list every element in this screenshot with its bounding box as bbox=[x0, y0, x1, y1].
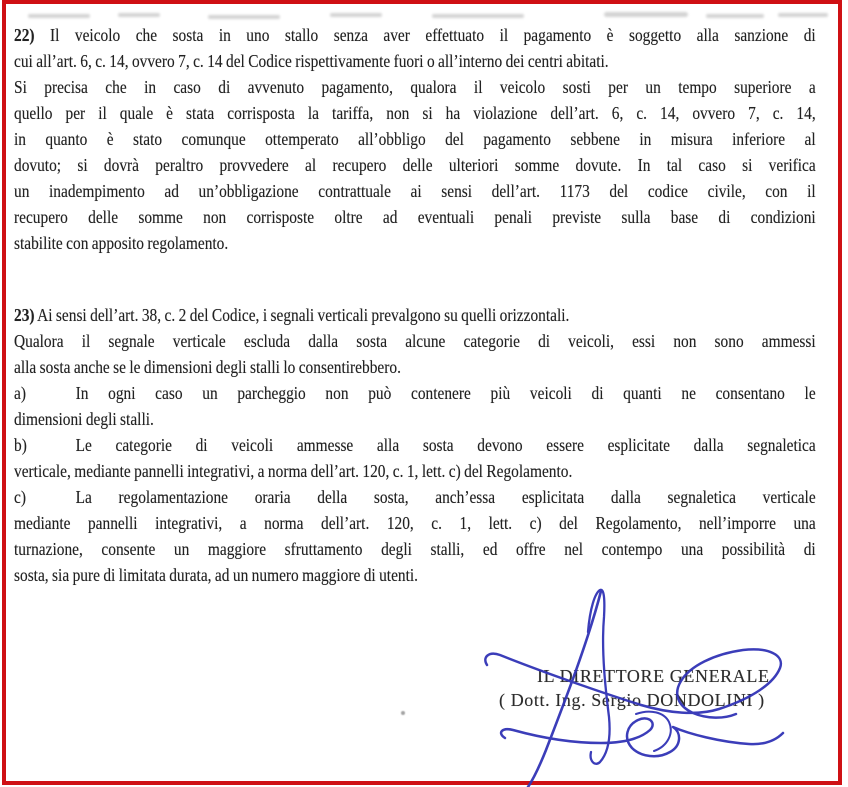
text-line bbox=[14, 22, 816, 48]
text-run: verticale, mediante pannelli integrativi, a norma dell’art. 120, c. 1, lett. c) del Regolamento. bbox=[14, 461, 573, 481]
text-line bbox=[14, 48, 816, 74]
text-line bbox=[14, 432, 816, 458]
scan-artifact bbox=[778, 13, 828, 17]
text-line bbox=[14, 230, 816, 256]
text-line bbox=[14, 152, 816, 178]
text-run: dovuto; si dovrà peraltro provvedere al recupero delle ulteriori somme dovute. In tal caso si verifica bbox=[14, 155, 816, 175]
text-line bbox=[14, 562, 816, 588]
text-run: Ai sensi dell’art. 38, c. 2 del Codice, i segnali verticali prevalgono su quelli orizzontali. bbox=[37, 305, 570, 325]
text-run: quello per il quale è stata corrisposta la tariffa, non si ha violazione dell’art. 6, c. 14, ovvero 7, c. 14, bbox=[14, 103, 816, 123]
paragraph-22 bbox=[14, 22, 816, 256]
text-line bbox=[14, 178, 816, 204]
paragraph-number: 23) bbox=[14, 305, 35, 325]
text-run: Le categorie di veicoli ammesse alla sosta devono essere esplicitate dalla segnaletica bbox=[75, 435, 816, 455]
scan-artifact bbox=[208, 15, 280, 19]
text-line bbox=[14, 458, 816, 484]
scan-artifact-dot bbox=[401, 711, 405, 715]
scan-artifact bbox=[604, 12, 688, 17]
text-run: cui all’art. 6, c. 14, ovvero 7, c. 14 del Codice rispettivamente fuori o all’interno dei centri abitati. bbox=[14, 51, 609, 71]
scan-artifact bbox=[118, 13, 160, 17]
text-line bbox=[14, 406, 816, 432]
text-run: alla sosta anche se le dimensioni degli stalli lo consentirebbero. bbox=[14, 357, 401, 377]
text-run: dimensioni degli stalli. bbox=[14, 409, 154, 429]
text-run: La regolamentazione oraria della sosta, anch’essa esplicitata dalla segnaletica verticale bbox=[75, 487, 816, 507]
text-run: sosta, sia pure di limitata durata, ad un numero maggiore di utenti. bbox=[14, 565, 419, 585]
signature-ink-stroke bbox=[501, 718, 783, 756]
list-item-marker: b) bbox=[14, 435, 27, 455]
scan-artifact bbox=[432, 14, 524, 18]
text-line bbox=[14, 302, 816, 328]
text-run: in quanto è stato comunque ottemperato all’obbligo del pagamento sebbene in misura inferiore al bbox=[14, 129, 816, 149]
text-run: Il veicolo che sosta in uno stallo senza aver effettuato il pagamento è soggetto alla sanzione di bbox=[50, 25, 816, 45]
scan-artifact bbox=[330, 13, 382, 17]
list-item-marker: a) bbox=[14, 383, 26, 403]
text-line bbox=[14, 510, 816, 536]
list-item-marker: c) bbox=[14, 487, 26, 507]
text-run: recupero delle somme non corrisposte oltre ad eventuali penali previste sulla base di condizioni bbox=[14, 207, 816, 227]
text-line bbox=[14, 536, 816, 562]
text-line bbox=[14, 126, 816, 152]
text-run: stabilite con apposito regolamento. bbox=[14, 233, 229, 253]
text-run: un inadempimento ad un’obbligazione contrattuale ai sensi dell’art. 1173 del codice civile, con il bbox=[14, 181, 816, 201]
text-line bbox=[14, 354, 816, 380]
paragraph-number: 22) bbox=[14, 25, 35, 45]
text-line bbox=[14, 328, 816, 354]
signature-ink-stroke bbox=[528, 591, 601, 787]
text-run: Si precisa che in caso di avvenuto pagamento, qualora il veicolo sosti per un tempo superiore a bbox=[14, 77, 816, 97]
text-run: In ogni caso un parcheggio non può contenere più veicoli di quanti ne consentano le bbox=[75, 383, 816, 403]
text-line bbox=[14, 74, 816, 100]
text-line bbox=[14, 380, 816, 406]
signature-name: ( Dott. Ing. Sergio DONDOLINI ) bbox=[499, 690, 765, 710]
text-line bbox=[14, 100, 816, 126]
signature-ink-stroke bbox=[636, 712, 671, 751]
paragraph-23 bbox=[14, 302, 816, 588]
scan-artifact bbox=[28, 14, 90, 18]
text-run: turnazione, consente un maggiore sfruttamento degli stalli, ed offre nel contempo una possibilità di bbox=[14, 539, 816, 559]
text-run: mediante pannelli integrativi, a norma dell’art. 120, c. 1, lett. c) del Regolamento, nell’imporre una bbox=[14, 513, 816, 533]
signature-title: IL DIRETTORE GENERALE bbox=[537, 666, 770, 686]
text-line bbox=[14, 204, 816, 230]
text-run: Qualora il segnale verticale escluda dalla sosta alcune categorie di veicoli, essi non sono ammessi bbox=[14, 331, 816, 351]
scan-artifact bbox=[706, 14, 764, 18]
text-line bbox=[14, 484, 816, 510]
